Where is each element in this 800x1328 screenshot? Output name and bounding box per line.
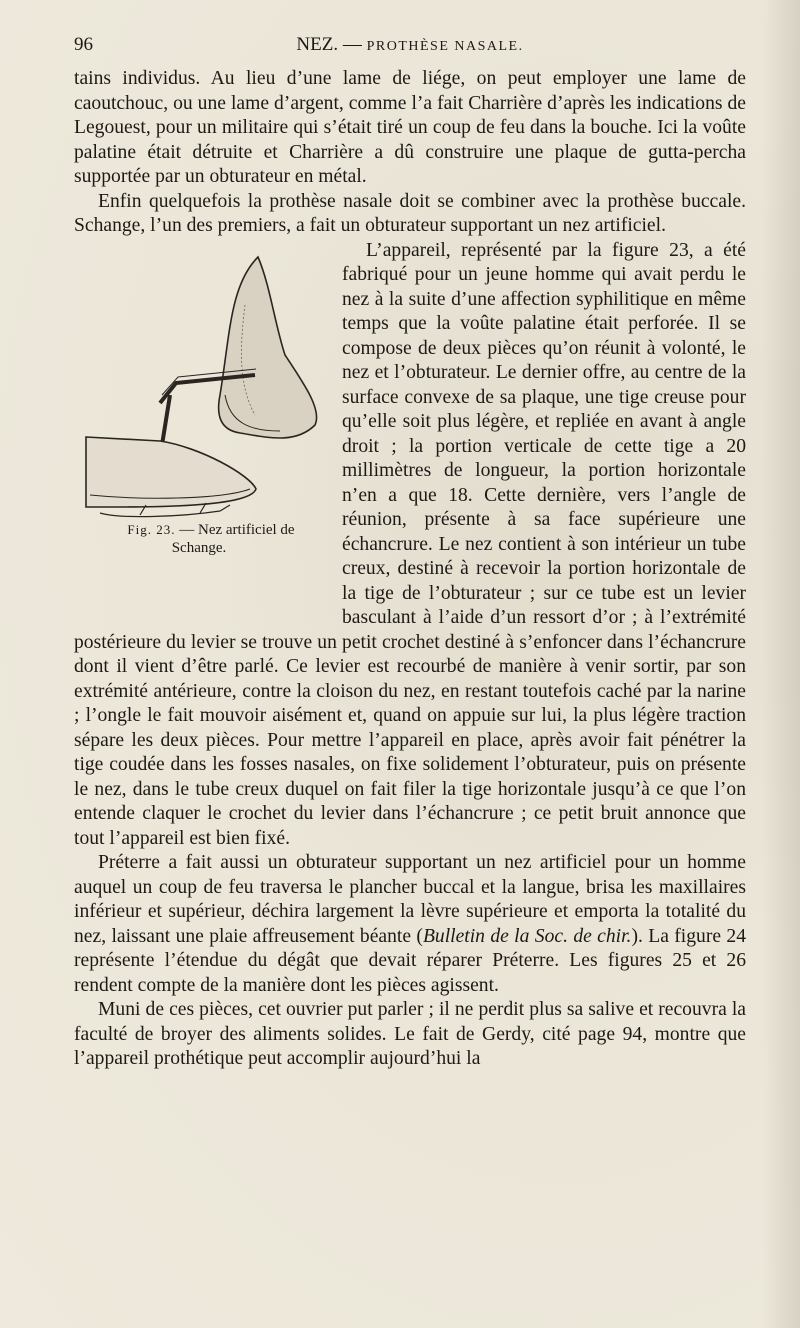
figure-23 bbox=[74, 239, 336, 607]
vertical-rod bbox=[162, 395, 170, 445]
page-edge-shadow bbox=[762, 0, 800, 1328]
page-number: 96 bbox=[74, 34, 93, 55]
nose-shape bbox=[219, 257, 317, 438]
paragraph-3-text: L’appareil, représenté par la figure 23, a été fabriqué pour un jeune homme qui avait perdu le nez à la suite d’une affection syphilitique en même temps que la voûte palatine était perforée. Il se compose de deux pièces qu’on réunit à volonté, le nez et l’obturateur. Le dernier offre, au centre de la surface convexe de sa plaque, une tige creuse pour qu’elle soit plus légère, et repliée en avant à angle droit ; la portion verticale de cette tige a 20 millimètres de longueur, la portion horizontale n’en a que 18. Cette dernière, vers l’angle de réunion, présente à sa face supérieure une échancrure. Le nez contient à son intérieur un tube creux, destiné à recevoir la portion horizontale de la tige de l’obturateur ; sur ce tube est un levier basculant à l’aide d’un ressort d’or ; à l’extrémité postérieure du levier se trouve un petit crochet destiné à s’enfoncer dans l’échancrure dont il vient d’être parlé. Ce levier est recourbé de manière à venir sortir, par son extrémité antérieure, contre la cloison du nez, en restant toutefois caché par la narine ; l’ongle le fait mouvoir aisément et, quand on appuie sur lui, la plus légère traction sépare les deux pièces. Pour mettre l’appareil en place, après avoir fait pénétrer la tige coudée dans les fosses nasales, on fixe solidement l’obturateur, puis on présente le nez, dans le tube creux duquel on fait filer la tige horizontale jusqu’à ce que l’on entende claquer le crochet du levier dans l’échancrure ; ce petit bruit annonce que tout l’appareil est bien fixé. bbox=[74, 239, 746, 849]
artificial-nose-illustration bbox=[80, 245, 330, 525]
running-head-sub: PROTHÈSE NASALE. bbox=[366, 39, 524, 54]
figure-caption-label: Fig. 23. bbox=[127, 521, 176, 537]
paragraph-3 bbox=[74, 239, 746, 852]
running-head bbox=[74, 34, 746, 56]
paragraph-4-text-b: ). La figure 24 représente l’étendue du dégât que devait réparer Préterre. Les figures 25 et 26 rendent compte de la manière dont les pièces agissent. bbox=[74, 925, 747, 996]
figure-caption bbox=[88, 521, 310, 557]
journal-title: Bulletin de la Soc. de chir. bbox=[422, 925, 632, 947]
body-text bbox=[74, 67, 746, 1072]
paragraph-5: Muni de ces pièces, cet ouvrier put parler ; il ne perdit plus sa salive et recouvra la faculté de broyer des aliments solides. Le fait de Gerdy, cité page 94, montre que l’appareil prothétique peut accomplir aujourd’hui la bbox=[74, 999, 746, 1069]
figure-caption-text: — Nez artificiel de Schange. bbox=[171, 521, 295, 556]
paragraph-4 bbox=[74, 851, 746, 998]
paragraph-4-text-a: Préterre a fait aussi un obturateur supportant un nez artificiel pour un homme auquel un coup de feu traversa le plancher buccal et la langue, brisa les maxillaires inférieur et supérieur, déchira largement la lèvre supérieure et emporta la totalité du nez, laissant une plaie affreusement béante ( bbox=[74, 852, 746, 947]
paragraph-1: tains individus. Au lieu d’une lame de liége, on peut employer une lame de caoutchouc, ou une lame d’argent, comme l’a fait Charrière d’après les indications de Legouest, pour un militaire qui s’était tiré un coup de feu dans la bouche. Ici la voûte palatine était détruite et Charrière a dû construire une plaque de gutta-percha supportée par un obturateur en métal. bbox=[74, 68, 746, 187]
page-header bbox=[74, 34, 746, 64]
paragraph-2: Enfin quelquefois la prothèse nasale doit se combiner avec la prothèse buccale. Schange, l’un des premiers, a fait un obturateur supportant un nez artificiel. bbox=[74, 190, 746, 236]
running-head-main: NEZ. — bbox=[296, 34, 362, 55]
